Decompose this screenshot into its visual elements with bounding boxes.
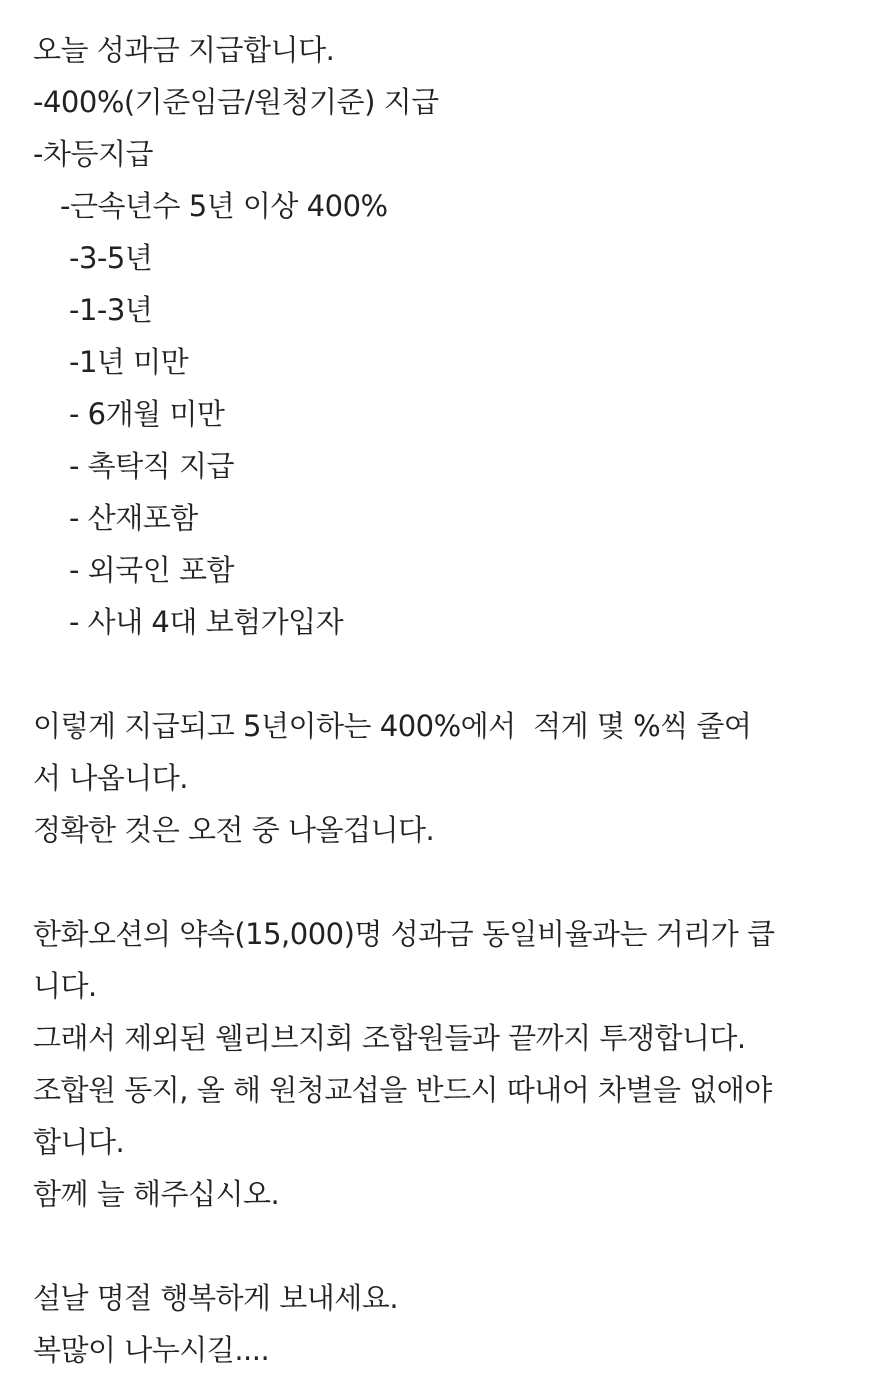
list-item: -3-5년	[69, 241, 153, 275]
text-line: 서 나옵니다.	[33, 761, 189, 795]
list-item: - 산재포함	[69, 501, 198, 535]
list-item: - 촉탁직 지급	[69, 449, 234, 483]
text-line: 합니다.	[33, 1125, 125, 1159]
list-item: -1년 미만	[69, 345, 189, 379]
list-item: - 6개월 미만	[69, 397, 225, 431]
text-line: 정확한 것은 오전 중 나올겁니다.	[33, 813, 435, 847]
list-item: - 사내 4대 보험가입자	[69, 605, 344, 639]
list-item: - 외국인 포함	[69, 553, 234, 587]
text-line: -근속년수 5년 이상 400%	[60, 189, 388, 223]
text-line: 니다.	[33, 969, 97, 1003]
paragraph-spacer	[33, 648, 843, 700]
text-line: 그래서 제외된 웰리브지회 조합원들과 끝까지 투쟁합니다.	[33, 1021, 746, 1055]
text-line: -400%(기준임금/원청기준) 지급	[33, 85, 439, 119]
list-item: -1-3년	[69, 293, 153, 327]
message-body	[33, 24, 843, 1376]
text-line: 설날 명절 행복하게 보내세요.	[33, 1281, 399, 1315]
text-line: 이렇게 지급되고 5년이하는 400%에서 적게 몇 %씩 줄여	[33, 709, 752, 743]
text-line: 오늘 성과금 지급합니다.	[33, 33, 335, 67]
paragraph-spacer	[33, 856, 843, 908]
text-line: 조합원 동지, 올 해 원청교섭을 반드시 따내어 차별을 없애야	[33, 1073, 772, 1107]
paragraph-spacer	[33, 1220, 843, 1272]
text-line: 한화오션의 약속(15,000)명 성과금 동일비율과는 거리가 큽	[33, 917, 775, 951]
text-line: 복많이 나누시길....	[33, 1333, 270, 1367]
text-line: -차등지급	[33, 137, 154, 171]
text-line: 함께 늘 해주십시오.	[33, 1177, 280, 1211]
